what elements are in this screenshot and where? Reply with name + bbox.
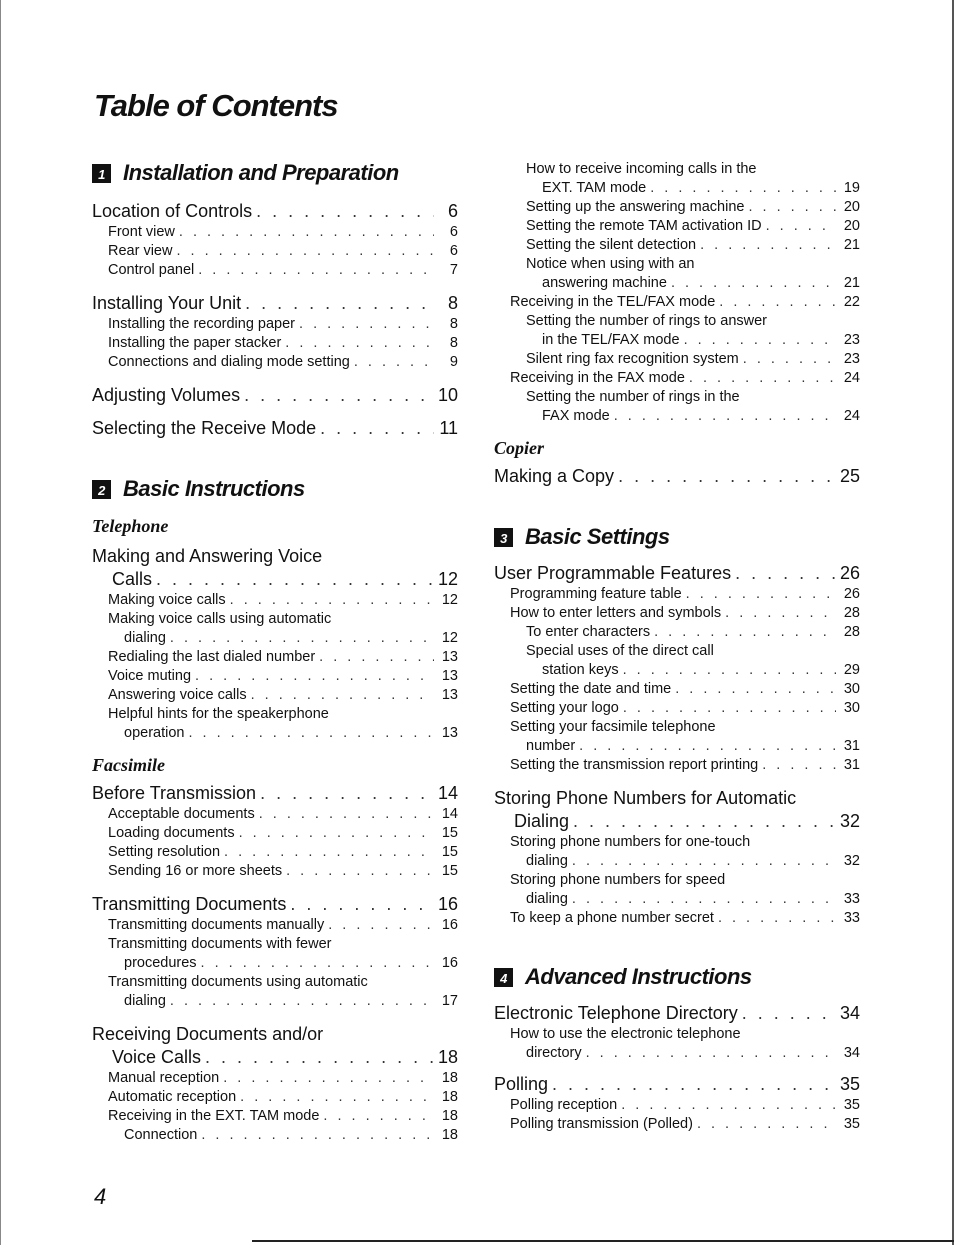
toc-entry[interactable]: Transmitting Documents . . . 16 — [92, 893, 458, 916]
toc-subentry[interactable]: Connections and dialing mode setting . . . 9 — [92, 353, 458, 372]
toc-subentry-line[interactable]: Setting the number of rings in the — [526, 389, 740, 405]
toc-entry[interactable]: Selecting the Receive Mode . . . 11 — [92, 417, 458, 440]
toc-subentry[interactable]: EXT. TAM mode . . . 19 — [494, 179, 860, 198]
toc-subentry[interactable]: dialing . . . 33 — [494, 890, 860, 909]
toc-subentry[interactable]: Receiving in the EXT. TAM mode . . . 18 — [92, 1107, 458, 1126]
toc-subentry-line[interactable]: Storing phone numbers for one-touch — [510, 834, 751, 850]
toc-subentry-line[interactable]: How to use the electronic telephone — [510, 1026, 741, 1042]
toc-subentry-line[interactable]: Helpful hints for the speakerphone — [108, 706, 329, 722]
toc-subentry[interactable]: Voice muting . . . 13 — [92, 667, 458, 686]
toc-subentry[interactable]: in the TEL/FAX mode . . . 23 — [494, 331, 860, 350]
toc-subentry-line[interactable]: Transmitting documents using automatic — [108, 974, 368, 990]
toc-subentry[interactable]: Polling transmission (Polled) . . . 35 — [494, 1115, 860, 1134]
toc-entry-line[interactable]: Receiving Documents and/or — [92, 1024, 324, 1044]
toc-subentry[interactable]: station keys . . . 29 — [494, 661, 860, 680]
toc-entry[interactable]: Before Transmission . . . 14 — [92, 782, 458, 805]
toc-subentry[interactable]: Sending 16 or more sheets . . . 15 — [92, 862, 458, 881]
toc-subentry[interactable]: dialing . . . 17 — [92, 992, 458, 1011]
toc-subentry[interactable]: Front view . . . 6 — [92, 223, 458, 242]
toc-subentry[interactable]: To enter characters . . . 28 — [494, 623, 860, 642]
toc-subentry[interactable]: Receiving in the TEL/FAX mode . . . 22 — [494, 293, 860, 312]
page-edge-left — [0, 0, 1, 1245]
toc-subentry[interactable]: Installing the paper stacker . . . 8 — [92, 334, 458, 353]
toc-subentry[interactable]: Manual reception . . . 18 — [92, 1069, 458, 1088]
toc-subentry[interactable]: Polling reception . . . 35 — [494, 1096, 860, 1115]
subsection-label-copier: Copier — [494, 438, 545, 458]
toc-subentry[interactable]: Receiving in the FAX mode . . . 24 — [494, 369, 860, 388]
section-header-2 — [92, 476, 458, 502]
toc-entry-line[interactable]: Making and Answering Voice — [92, 546, 323, 566]
toc-subentry[interactable]: Acceptable documents . . . 14 — [92, 805, 458, 824]
toc-subentry-line[interactable]: Making voice calls using automatic — [108, 611, 332, 627]
section-header-4 — [494, 964, 860, 990]
toc-subentry-line[interactable]: How to receive incoming calls in the — [526, 161, 757, 177]
section-title: Advanced Instructions — [525, 964, 752, 989]
toc-entry[interactable]: Dialing . . . 32 — [494, 810, 860, 833]
toc-subentry[interactable]: number . . . 31 — [494, 737, 860, 756]
toc-entry[interactable]: Installing Your Unit . . . 8 — [92, 292, 458, 315]
toc-entry[interactable]: Polling . . . 35 — [494, 1073, 860, 1096]
toc-subentry[interactable]: Setting resolution . . . 15 — [92, 843, 458, 862]
toc-subentry[interactable]: Setting your logo . . . 30 — [494, 699, 860, 718]
section-header-1 — [92, 160, 458, 186]
toc-subentry-line[interactable]: Special uses of the direct call — [526, 643, 714, 659]
toc-subentry-line[interactable]: Storing phone numbers for speed — [510, 872, 726, 888]
toc-subentry[interactable]: Setting up the answering machine . . . 20 — [494, 198, 860, 217]
toc-entry[interactable]: Adjusting Volumes . . . 10 — [92, 384, 458, 407]
section-number-icon: 1 — [92, 164, 111, 183]
toc-subentry-line[interactable]: Setting the number of rings to answer — [526, 313, 767, 329]
toc-subentry[interactable]: Rear view . . . 6 — [92, 242, 458, 261]
toc-subentry[interactable]: Transmitting documents manually . . . 16 — [92, 916, 458, 935]
toc-subentry[interactable]: FAX mode . . . 24 — [494, 407, 860, 426]
toc-subentry[interactable]: directory . . . 34 — [494, 1044, 860, 1063]
toc-entry[interactable]: Electronic Telephone Directory . . . 34 — [494, 1002, 860, 1025]
toc-subentry-line[interactable]: Notice when using with an — [526, 256, 695, 272]
toc-subentry[interactable]: Setting the silent detection . . . 21 — [494, 236, 860, 255]
toc-subentry[interactable]: Setting the transmission report printing . . . 31 — [494, 756, 860, 775]
page-title: Table of Contents — [94, 88, 338, 123]
toc-entry[interactable]: Location of Controls . . . 6 — [92, 200, 458, 223]
section-header-3 — [494, 524, 860, 550]
toc-subentry[interactable]: operation . . . 13 — [92, 724, 458, 743]
toc-subentry[interactable]: Control panel . . . 7 — [92, 261, 458, 280]
toc-subentry[interactable]: Setting the date and time . . . 30 — [494, 680, 860, 699]
toc-subentry[interactable]: How to enter letters and symbols . . . 28 — [494, 604, 860, 623]
toc-entry[interactable]: Voice Calls . . . 18 — [92, 1046, 458, 1069]
subsection-label-facsimile: Facsimile — [92, 755, 165, 775]
section-number-icon: 4 — [494, 968, 513, 987]
toc-subentry[interactable]: Connection . . . 18 — [92, 1126, 458, 1145]
page-number: 4 — [94, 1184, 107, 1209]
toc-subentry[interactable]: dialing . . . 12 — [92, 629, 458, 648]
toc-subentry[interactable]: procedures . . . 16 — [92, 954, 458, 973]
toc-subentry-line[interactable]: Transmitting documents with fewer — [108, 936, 332, 952]
toc-entry[interactable]: Calls . . . 12 — [92, 568, 458, 591]
toc-subentry-line[interactable]: Setting your facsimile telephone — [510, 719, 716, 735]
toc-left-column — [92, 160, 458, 1145]
toc-right-column — [494, 160, 860, 1134]
toc-subentry[interactable]: Making voice calls . . . 12 — [92, 591, 458, 610]
toc-subentry[interactable]: Silent ring fax recognition system . . . 23 — [494, 350, 860, 369]
toc-subentry[interactable]: dialing . . . 32 — [494, 852, 860, 871]
bottom-rule — [252, 1240, 954, 1242]
toc-subentry[interactable]: Answering voice calls . . . 13 — [92, 686, 458, 705]
section-title: Basic Settings — [525, 524, 670, 549]
toc-entry[interactable]: Making a Copy . . . 25 — [494, 465, 860, 488]
toc-subentry[interactable]: Programming feature table . . . 26 — [494, 585, 860, 604]
section-number-icon: 3 — [494, 528, 513, 547]
toc-subentry[interactable]: answering machine . . . 21 — [494, 274, 860, 293]
toc-subentry[interactable]: Loading documents . . . 15 — [92, 824, 458, 843]
section-title: Installation and Preparation — [123, 160, 399, 185]
toc-entry[interactable]: User Programmable Features . . . 26 — [494, 562, 860, 585]
section-number-icon: 2 — [92, 480, 111, 499]
toc-entry-line[interactable]: Storing Phone Numbers for Automatic — [494, 788, 797, 808]
toc-subentry[interactable]: Automatic reception . . . 18 — [92, 1088, 458, 1107]
toc-subentry[interactable]: To keep a phone number secret . . . 33 — [494, 909, 860, 928]
toc-subentry[interactable]: Setting the remote TAM activation ID . . . 20 — [494, 217, 860, 236]
toc-subentry[interactable]: Redialing the last dialed number . . . 13 — [92, 648, 458, 667]
toc-subentry[interactable]: Installing the recording paper . . . 8 — [92, 315, 458, 334]
subsection-label-telephone: Telephone — [92, 516, 169, 536]
section-title: Basic Instructions — [123, 476, 305, 501]
